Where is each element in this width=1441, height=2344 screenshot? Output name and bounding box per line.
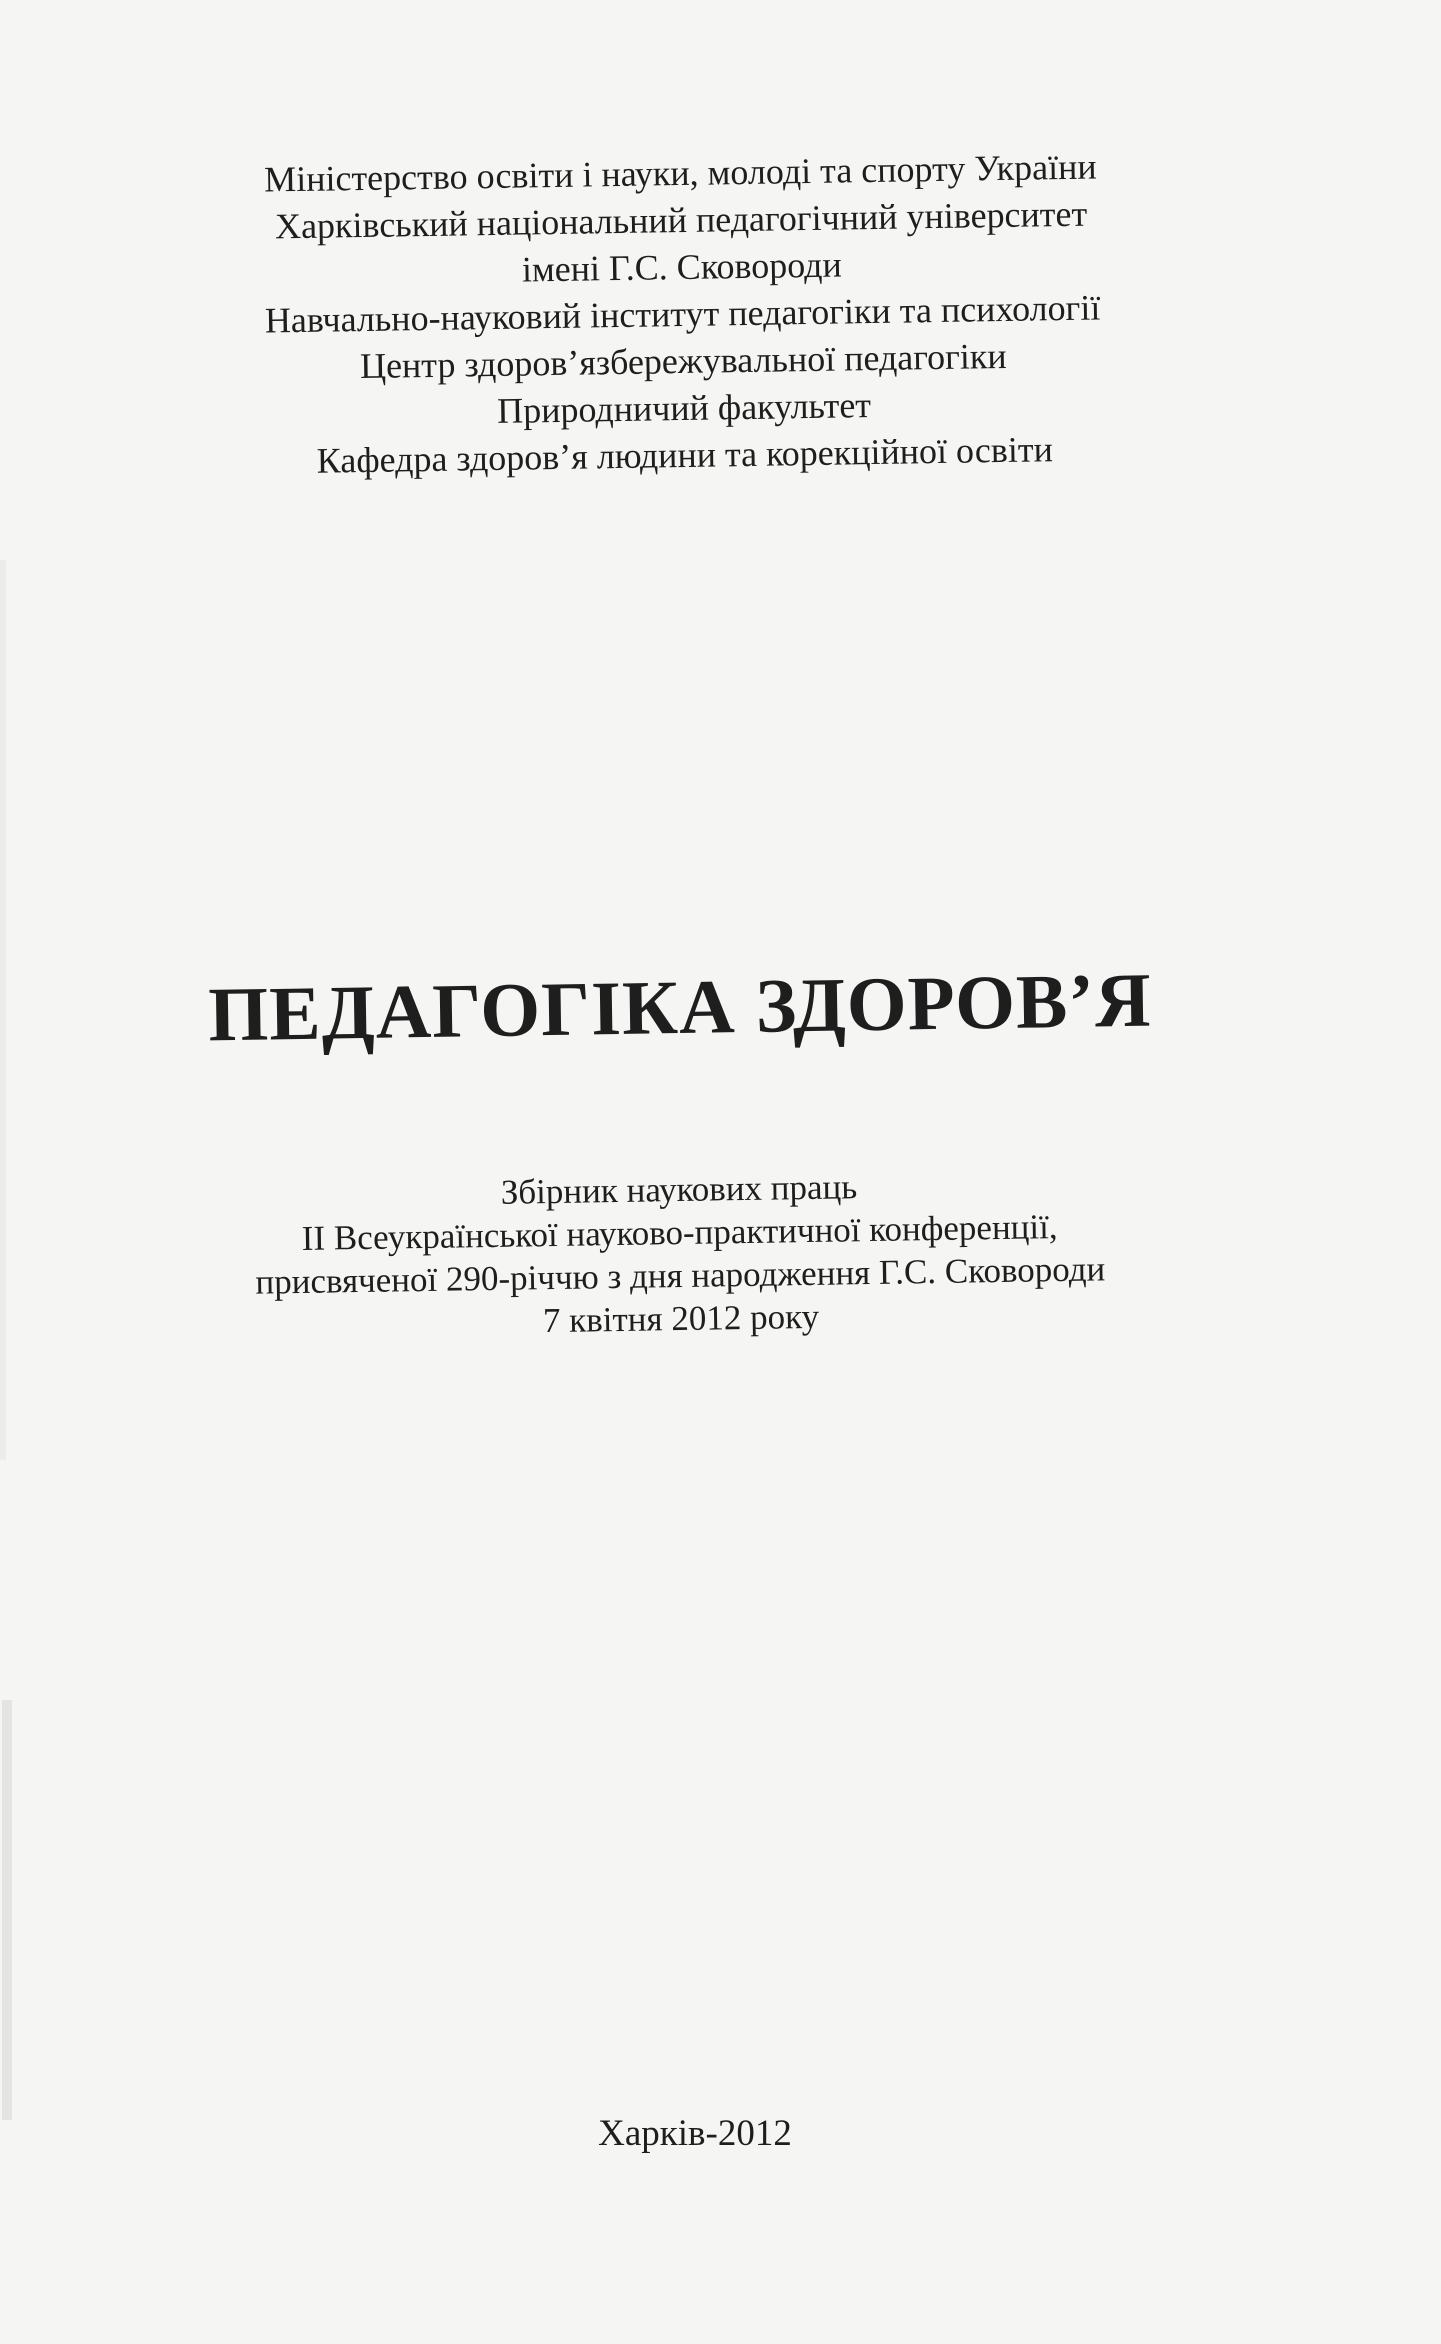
center-line: Центр здоров’язбережувальної педагогіки (359, 335, 1007, 387)
subtitle-date-line: 7 квітня 2012 року (542, 1296, 820, 1341)
scan-artifact (0, 560, 6, 1460)
subtitle-line: Збірник наукових праць (500, 1167, 858, 1212)
institution-header (100, 141, 1265, 488)
subtitle-line: ІІ Всеукраїнської науково-практичної конференції, (301, 1207, 1058, 1258)
subtitle-line: присвяченої 290-річчю з дня народження Г.С. Сковороди (255, 1249, 1106, 1302)
ministry-line: Міністерство освіти і науки, молоді та спорту України (263, 146, 1097, 200)
university-line: Харківський національний педагогічний університет (274, 193, 1088, 247)
publication-place-year: Харків-2012 (598, 2113, 792, 2154)
department-line: Кафедра здоров’я людини та корекційної освіти (316, 429, 1054, 481)
book-title: ПЕДАГОГІКА ЗДОРОВ’Я (207, 956, 1153, 1058)
institute-line: Навчально-науковий інститут педагогіки та психології (264, 287, 1101, 341)
faculty-line: Природничий факультет (496, 385, 872, 431)
university-name-line: імені Г.С. Сковороди (521, 244, 843, 290)
scan-artifact (2, 1700, 12, 2120)
book-subtitle (99, 1159, 1262, 1349)
